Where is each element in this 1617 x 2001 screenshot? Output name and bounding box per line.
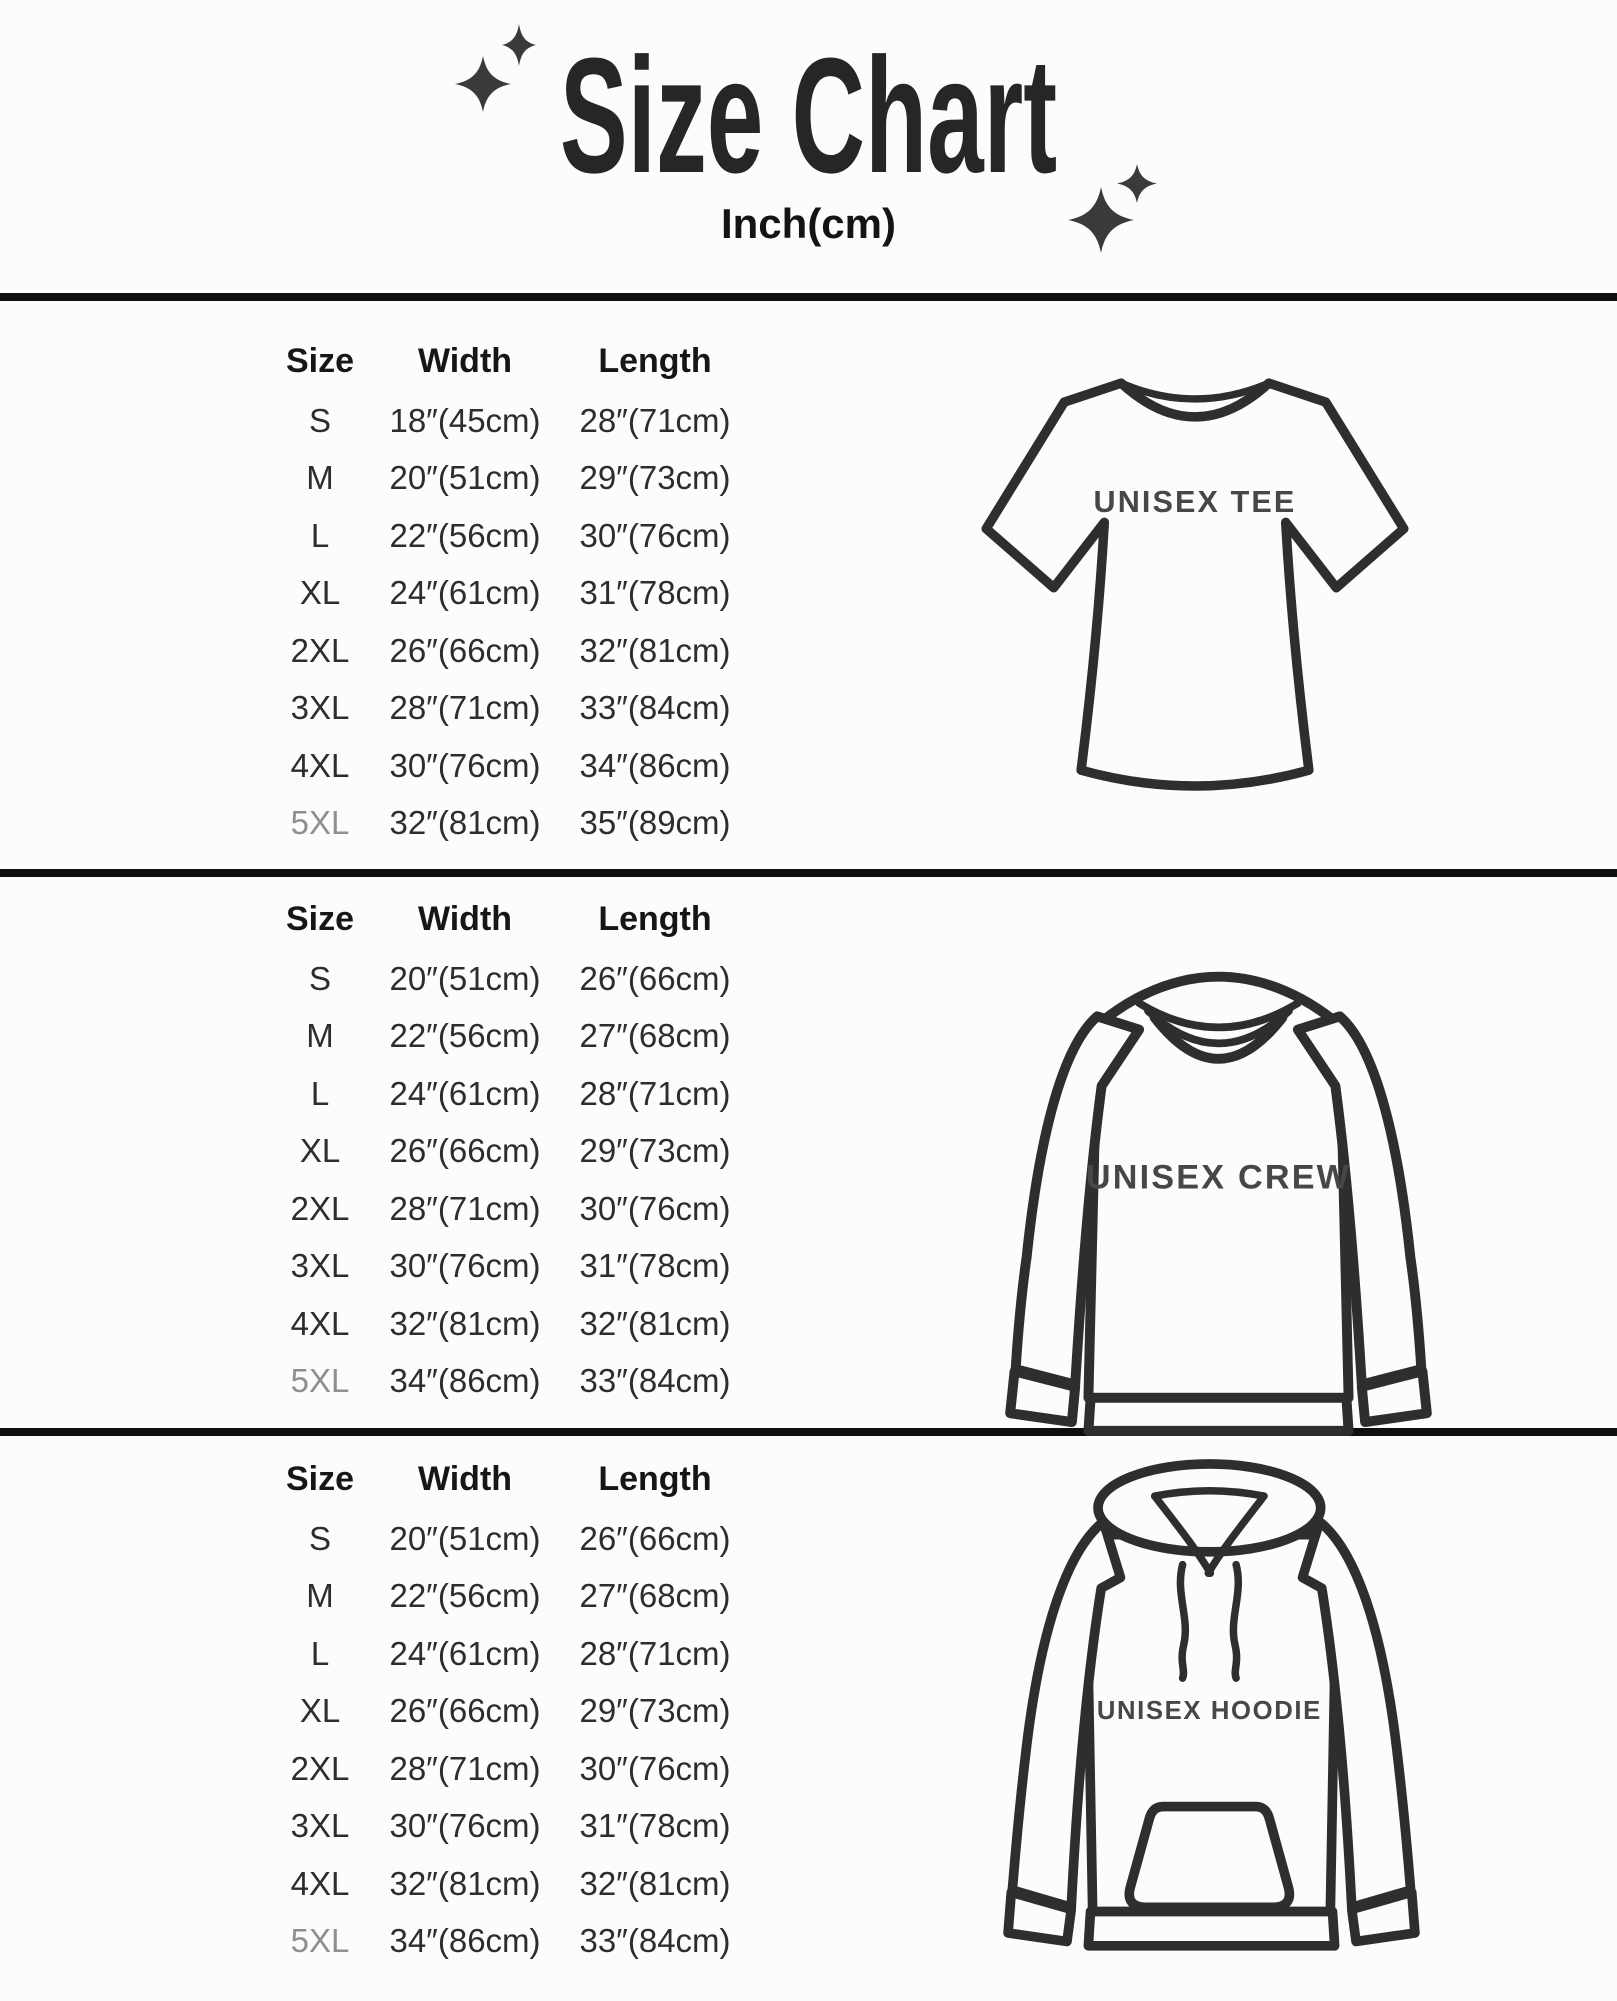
tee-size-table [265, 330, 755, 852]
table-row [265, 1510, 755, 1568]
width-cell: 20″(51cm) [389, 959, 541, 997]
table-row [265, 565, 755, 623]
hoodie-label: UNISEX HOODIE [1096, 1696, 1322, 1725]
width-cell: 20″(51cm) [389, 459, 541, 497]
size-cell: 5XL [290, 1922, 350, 1960]
size-cell: 5XL [290, 804, 350, 842]
width-cell: 28″(71cm) [389, 689, 541, 727]
column-header-size: Size [285, 341, 355, 380]
table-row [265, 507, 755, 565]
width-cell: 32″(81cm) [389, 804, 541, 842]
column-header-size: Size [285, 899, 355, 938]
size-cell: XL [299, 1692, 341, 1730]
width-cell: 22″(56cm) [389, 516, 541, 554]
hoodie-pocket [1129, 1807, 1289, 1908]
units-subtitle: Inch(cm) [720, 200, 896, 247]
width-cell: 26″(66cm) [389, 631, 541, 669]
length-cell: 27″(68cm) [579, 1577, 731, 1615]
length-cell: 31″(78cm) [579, 1807, 731, 1845]
width-cell: 22″(56cm) [389, 1017, 541, 1055]
length-cell: 28″(71cm) [579, 1634, 731, 1672]
width-cell: 30″(76cm) [389, 746, 541, 784]
length-cell: 32″(81cm) [579, 1304, 731, 1342]
page-title: Size Chart [559, 24, 1058, 207]
length-cell: 33″(84cm) [579, 689, 731, 727]
length-cell: 33″(84cm) [579, 1362, 731, 1400]
table-header-row [265, 888, 755, 950]
divider-line [0, 293, 1617, 301]
table-row [265, 950, 755, 1008]
crew-size-table [265, 888, 755, 1410]
table-row [265, 1568, 755, 1626]
length-cell: 27″(68cm) [579, 1017, 731, 1055]
length-cell: 29″(73cm) [579, 459, 731, 497]
width-cell: 18″(45cm) [389, 401, 541, 439]
hoodie-size-table [265, 1448, 755, 1970]
size-cell: L [310, 1074, 330, 1112]
table-body [265, 950, 755, 1410]
table-row [265, 1008, 755, 1066]
size-cell: L [310, 516, 330, 554]
length-cell: 32″(81cm) [579, 1864, 731, 1902]
width-cell: 32″(81cm) [389, 1304, 541, 1342]
length-cell: 28″(71cm) [579, 401, 731, 439]
table-header-row [265, 1448, 755, 1510]
width-cell: 32″(81cm) [389, 1864, 541, 1902]
table-row [265, 1625, 755, 1683]
table-row [265, 1798, 755, 1856]
table-row [265, 622, 755, 680]
length-cell: 26″(66cm) [579, 1519, 731, 1557]
width-cell: 30″(76cm) [389, 1247, 541, 1285]
length-cell: 34″(86cm) [579, 746, 731, 784]
hoodie-illustration [992, 1449, 1431, 1952]
size-cell: S [308, 959, 331, 997]
column-header-length: Length [598, 1459, 712, 1498]
length-cell: 35″(89cm) [579, 804, 731, 842]
divider-line [0, 869, 1617, 877]
width-cell: 24″(61cm) [389, 1074, 541, 1112]
length-cell: 30″(76cm) [579, 1189, 731, 1227]
hoodie-hem-band [1088, 1912, 1334, 1946]
length-cell: 31″(78cm) [579, 1247, 731, 1285]
tee-outline [986, 383, 1404, 786]
tee-illustration [963, 322, 1427, 807]
length-cell: 30″(76cm) [579, 1749, 731, 1787]
column-header-size: Size [285, 1459, 355, 1498]
length-cell: 29″(73cm) [579, 1132, 731, 1170]
table-row [265, 1295, 755, 1353]
size-cell: M [306, 1017, 334, 1055]
size-cell: XL [299, 574, 341, 612]
table-row [265, 1065, 755, 1123]
table-row [265, 1123, 755, 1181]
table-row [265, 1353, 755, 1411]
width-cell: 22″(56cm) [389, 1577, 541, 1615]
table-row [265, 392, 755, 450]
size-cell: 2XL [290, 631, 350, 669]
table-row [265, 737, 755, 795]
crew-label: UNISEX CREW [1085, 1158, 1352, 1197]
size-cell: L [310, 1634, 330, 1672]
size-cell: 4XL [290, 1864, 350, 1902]
length-cell: 31″(78cm) [579, 574, 731, 612]
column-header-length: Length [598, 341, 712, 380]
size-cell: 3XL [290, 1807, 350, 1845]
crew-illustration [987, 937, 1450, 1444]
width-cell: 26″(66cm) [389, 1132, 541, 1170]
hoodie-hood [1098, 1464, 1321, 1552]
width-cell: 26″(66cm) [389, 1692, 541, 1730]
size-cell: 4XL [290, 746, 350, 784]
width-cell: 34″(86cm) [389, 1922, 541, 1960]
length-cell: 26″(66cm) [579, 959, 731, 997]
size-cell: S [308, 1519, 331, 1557]
table-row [265, 680, 755, 738]
size-cell: S [308, 401, 331, 439]
width-cell: 34″(86cm) [389, 1362, 541, 1400]
size-cell: M [306, 1577, 334, 1615]
table-row [265, 1683, 755, 1741]
table-row [265, 1913, 755, 1971]
table-row [265, 450, 755, 508]
table-row [265, 795, 755, 853]
table-body [265, 1510, 755, 1970]
size-cell: XL [299, 1132, 341, 1170]
length-cell: 30″(76cm) [579, 516, 731, 554]
size-cell: 3XL [290, 689, 350, 727]
size-cell: 2XL [290, 1749, 350, 1787]
column-header-width: Width [417, 899, 513, 938]
column-header-width: Width [417, 1459, 513, 1498]
table-row [265, 1238, 755, 1296]
column-header-length: Length [598, 899, 712, 938]
table-row [265, 1180, 755, 1238]
size-cell: 5XL [290, 1362, 350, 1400]
crew-hem-band [1088, 1398, 1348, 1431]
table-row [265, 1855, 755, 1913]
width-cell: 20″(51cm) [389, 1519, 541, 1557]
size-cell: M [306, 459, 334, 497]
table-body [265, 392, 755, 852]
table-header-row [265, 330, 755, 392]
size-cell: 2XL [290, 1189, 350, 1227]
width-cell: 24″(61cm) [389, 1634, 541, 1672]
size-cell: 3XL [290, 1247, 350, 1285]
column-header-width: Width [417, 341, 513, 380]
width-cell: 28″(71cm) [389, 1749, 541, 1787]
width-cell: 30″(76cm) [389, 1807, 541, 1845]
length-cell: 33″(84cm) [579, 1922, 731, 1960]
table-row [265, 1740, 755, 1798]
width-cell: 28″(71cm) [389, 1189, 541, 1227]
size-cell: 4XL [290, 1304, 350, 1342]
length-cell: 29″(73cm) [579, 1692, 731, 1730]
width-cell: 24″(61cm) [389, 574, 541, 612]
length-cell: 28″(71cm) [579, 1074, 731, 1112]
length-cell: 32″(81cm) [579, 631, 731, 669]
tee-label: UNISEX TEE [1093, 484, 1297, 519]
